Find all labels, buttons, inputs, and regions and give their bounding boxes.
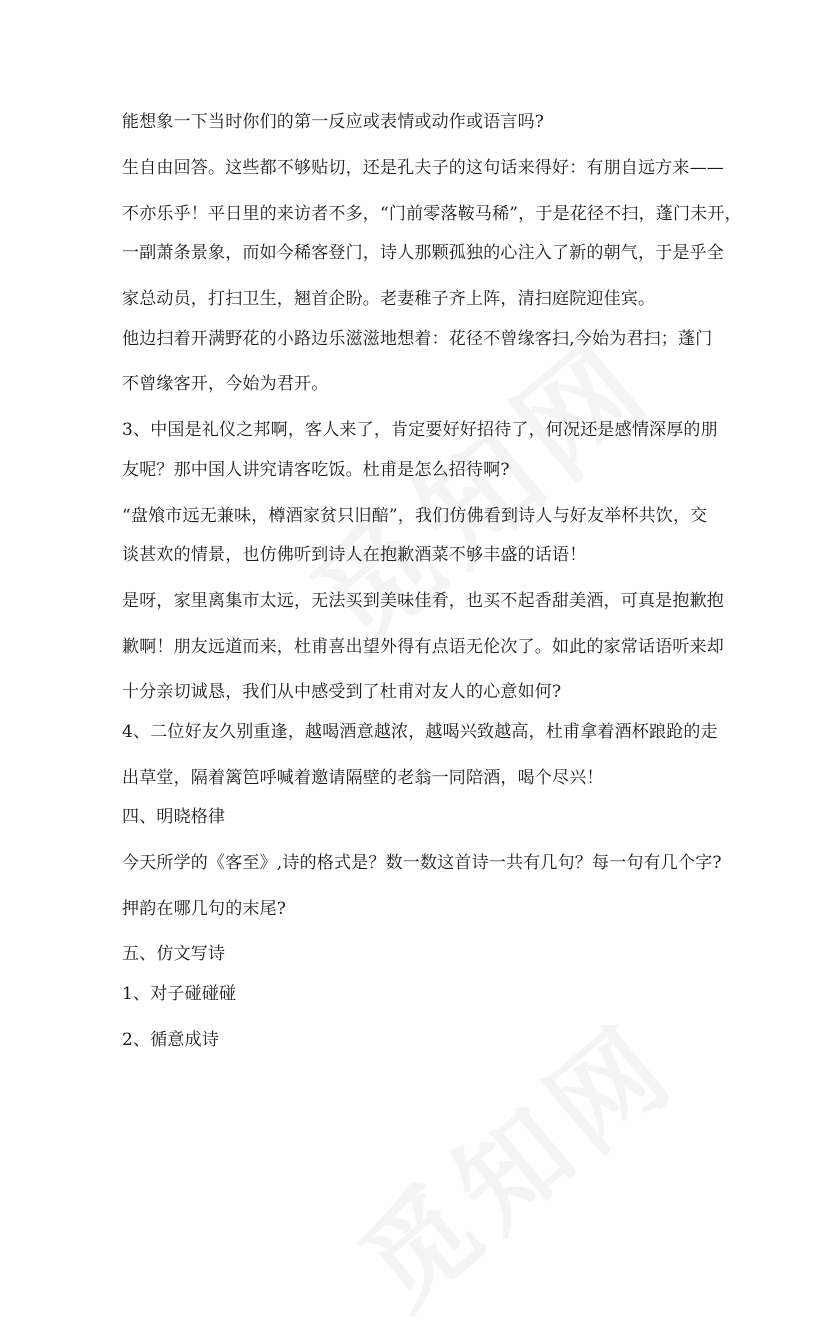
- list-item: 2、循意成诗: [122, 1030, 220, 1050]
- paragraph-line: 一副萧条景象，而如今稀客登门，诗人那颗孤独的心注入了新的朝气，于是乎全: [122, 243, 724, 263]
- paragraph-line: 他边扫着开满野花的小路边乐滋滋地想着：花径不曾缘客扫,今始为君扫；蓬门: [122, 329, 713, 349]
- paragraph-line: 能想象一下当时你们的第一反应或表情或动作或语言吗?: [122, 112, 545, 132]
- watermark: [271, 293, 685, 679]
- paragraph-line: 出草堂，隔着篱笆呼喊着邀请隔壁的老翁一同陪酒，喝个尽兴！: [122, 768, 604, 788]
- paragraph-line: 今天所学的《客至》,诗的格式是？数一数这首诗一共有几句？每一句有几个字?: [122, 853, 722, 873]
- list-item: 1、对子碰碰碰: [122, 984, 237, 1004]
- paragraph-line: 押韵在哪几句的末尾?: [122, 899, 287, 919]
- paragraph-line: 十分亲切诚恳，我们从中感受到了杜甫对友人的心意如何?: [122, 682, 562, 702]
- paragraph-line: 3、中国是礼仪之邦啊，客人来了，肯定要好好招待了，何况还是感情深厚的朋: [122, 420, 718, 440]
- paragraph-line: 友呢？那中国人讲究请客吃饭。杜甫是怎么招待啊?: [122, 460, 510, 480]
- paragraph-line: 是呀，家里离集市太远，无法买到美味佳肴，也买不起香甜美酒，可真是抱歉抱: [122, 591, 724, 611]
- paragraph-line: 不亦乐乎！平日里的来访者不多，“门前零落鞍马稀”，于是花径不扫，蓬门未开，: [122, 204, 742, 224]
- paragraph-line: 不曾缘客开，今始为君开。: [122, 374, 329, 394]
- paragraph-line: 谈甚欢的情景，也仿佛听到诗人在抱歉酒菜不够丰盛的话语！: [122, 545, 587, 565]
- section-heading: 四、明晓格律: [122, 807, 226, 827]
- paragraph-line: “盘飧市远无兼味，樽酒家贫只旧醅”，我们仿佛看到诗人与好友举杯共饮，交: [122, 506, 708, 526]
- paragraph-line: 4、二位好友久别重逢，越喝酒意越浓，越喝兴致越高，杜甫拿着酒杯踉跄的走: [122, 722, 718, 742]
- paragraph-line: 生自由回答。这些都不够贴切，还是孔夫子的这句话来得好：有朋自远方来——: [122, 158, 724, 178]
- paragraph-line: 歉啊！朋友远道而来，杜甫喜出望外得有点语无伦次了。如此的家常话语听来却: [122, 637, 724, 657]
- paragraph-line: 家总动员，打扫卫生，翘首企盼。老妻稚子齐上阵，清扫庭院迎佳宾。: [122, 289, 656, 309]
- section-heading: 五、仿文写诗: [122, 944, 226, 964]
